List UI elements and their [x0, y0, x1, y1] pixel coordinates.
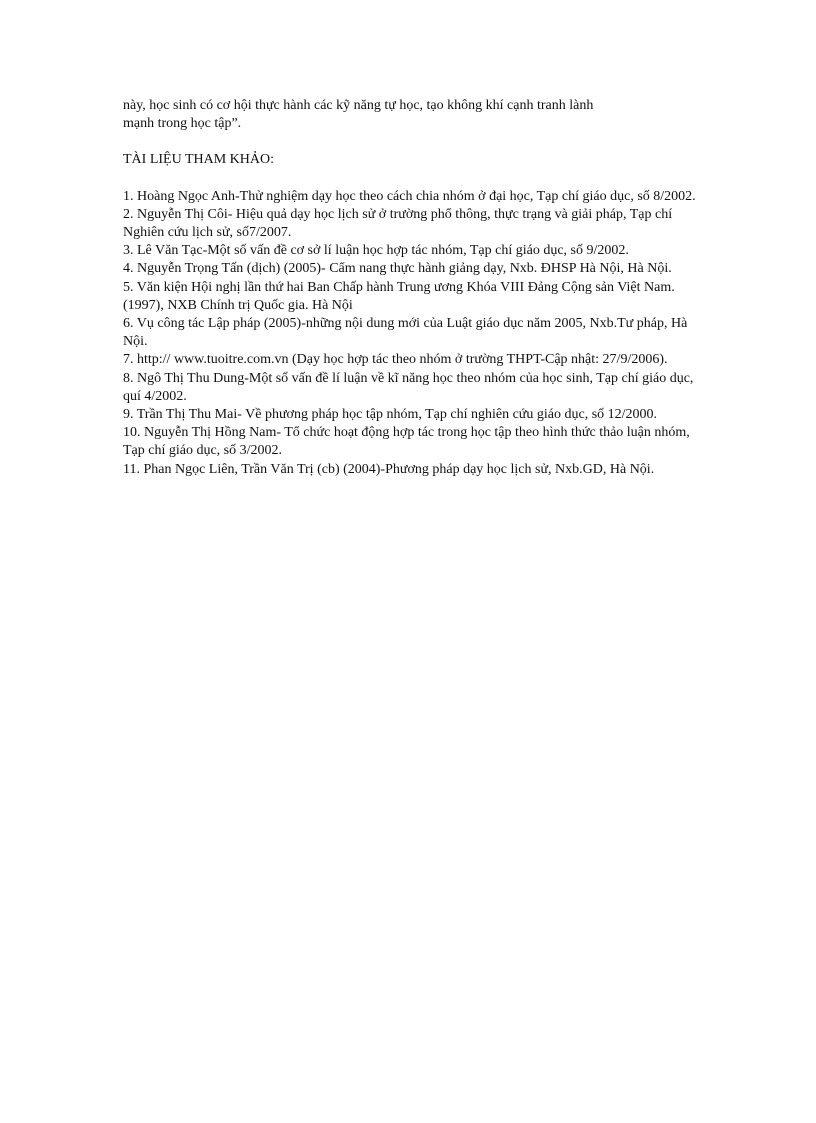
reference-item-10: 10. Nguyễn Thị Hồng Nam- Tổ chức hoạt động hợp tác trong học tập theo hình thức thảo luận nhóm, Tạp chí giáo dục, số 3/2002. [123, 425, 690, 459]
reference-item-3: 3. Lê Văn Tạc-Một số vấn đề cơ sở lí luận học hợp tác nhóm, Tạp chí giáo dục, số 9/2002. [123, 243, 629, 259]
reference-item-1: 1. Hoàng Ngọc Anh-Thử nghiệm dạy học theo cách chia nhóm ở đại học, Tạp chí giáo dục, số 8/2002. [123, 188, 696, 204]
references-list [123, 188, 698, 479]
page-content [123, 97, 698, 479]
intro-paragraph [123, 97, 698, 133]
reference-item-9: 9. Trần Thị Thu Mai- Về phương pháp học tập nhóm, Tạp chí nghiên cứu giáo dục, số 12/2000. [123, 407, 658, 423]
reference-item-8: 8. Ngô Thị Thu Dung-Một số vấn đề lí luận về kĩ năng học theo nhóm của học sinh, Tạp chí giáo dục, quí 4/2002. [123, 370, 694, 404]
reference-item-2: 2. Nguyễn Thị Côi- Hiệu quả dạy học lịch sử ở trường phổ thông, thực trạng và giải pháp, Tạp chí Nghiên cứu lịch sử, số7/2007. [123, 206, 673, 241]
reference-item-5: 5. Văn kiện Hội nghị lần thứ hai Ban Chấp hành Trung ương Khóa VIII Đảng Cộng sản Việt Nam.(1997), NXB Chính trị Quốc gia. Hà Nội [123, 279, 675, 313]
reference-item-11: 11. Phan Ngọc Liên, Trần Văn Trị (cb) (2004)-Phương pháp dạy học lịch sử, Nxb.GD, Hà Nội. [123, 461, 655, 477]
reference-item-7: 7. http:// www.tuoitre.com.vn (Dạy học hợp tác theo nhóm ở trường THPT-Cập nhật: 27/9/2006). [123, 352, 668, 368]
intro-line-1: này, học sinh có cơ hội thực hành các kỹ năng tự học, tạo không khí cạnh tranh lành [123, 98, 594, 113]
reference-item-6: 6. Vụ công tác Lập pháp (2005)-những nội dung mới của Luật giáo dục năm 2005, Nxb.Tư pháp, Hà Nội. [123, 316, 688, 350]
references-heading: TÀI LIỆU THAM KHẢO: [123, 152, 274, 168]
reference-item-4: 4. Nguyễn Trọng Tấn (dịch) (2005)- Cẩm nang thực hành giảng dạy, Nxb. ĐHSP Hà Nội, Hà Nội. [123, 261, 672, 277]
intro-line-2: mạnh trong học tập”. [123, 116, 242, 132]
